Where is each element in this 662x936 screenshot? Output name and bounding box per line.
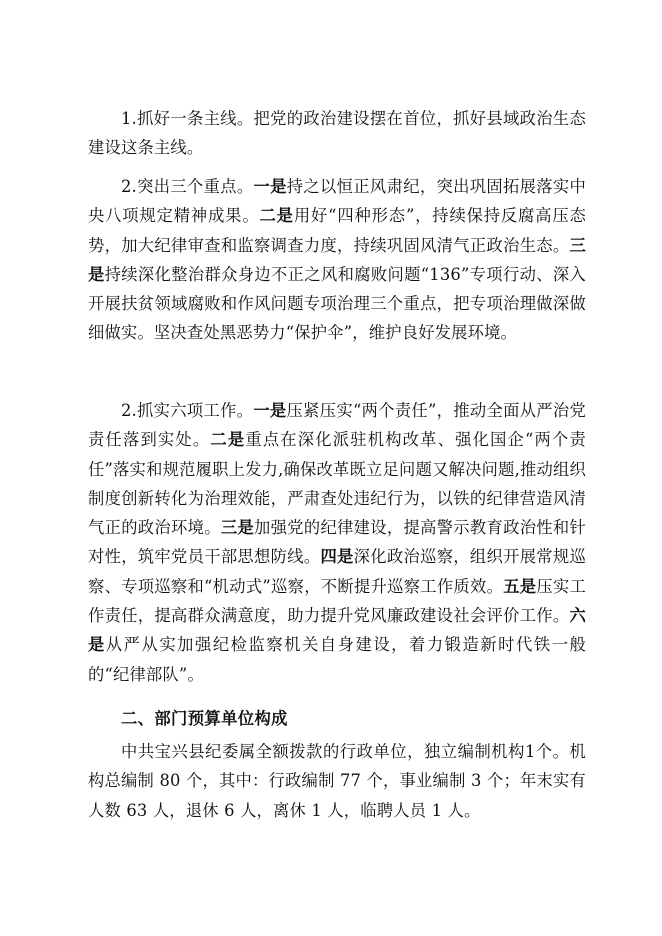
paragraph-three-priorities xyxy=(88,172,586,348)
section-heading: 二、部门预算单位构成 xyxy=(121,709,288,728)
paragraph-main-line-text: 1.抓好一条主线。把党的政治建设摆在首位，抓好县域政治生态建设这条主线。 xyxy=(88,109,586,158)
paragraph-budget-units xyxy=(88,737,586,825)
six-tasks-intro: 2.抓实六项工作。 xyxy=(121,401,254,420)
task-marker-sixth: 六是 xyxy=(88,606,586,655)
three-priorities-intro: 2.突出三个重点。 xyxy=(121,177,254,196)
marker-second: 二是 xyxy=(259,206,294,226)
marker-third: 三是 xyxy=(88,235,586,284)
task-marker-second: 二是 xyxy=(210,430,246,450)
task-five-text: 压实工作责任，提高群众满意度，助力提升党风廉政建设社会评价工作。 xyxy=(88,576,587,626)
task-marker-fifth: 五是 xyxy=(503,576,537,596)
task-marker-third: 三是 xyxy=(220,518,255,538)
priority-three-text: 持续深化整治群众身边不正之风和腐败问题“136”专项行动、深入开展扶贫领域腐败和作风问题专项治理三个重点，把专项治理做深做细做实。坚决查处黑恶势力“保护伞”，维护良好发展环境。 xyxy=(88,264,586,343)
priority-one-text: 持之以恒正风肃纪，突出巩固拓展落实中央八项规定精神成果。 xyxy=(88,177,586,226)
task-six-text: 从严从实加强纪检监察机关自身建设，着力锻造新时代铁一般的“纪律部队”。 xyxy=(88,635,587,684)
priority-two-text: 用好“四种形态”，持续保持反腐高压态势，加大纪律审查和监察调查力度，持续巩固风清气正政治生态。 xyxy=(88,206,586,255)
budget-units-text: 中共宝兴县纪委属全额拨款的行政单位，独立编制机构1个。机构总编制 80 个，其中：行政编制 77 个，事业编制 3 个；年末实有人数 63 人，退休 6 人，离休 1 人，临聘人员 1 人。 xyxy=(88,742,586,820)
task-four-text: 深化政治巡察，组织开展常规巡察、专项巡察和“机动式”巡察，不断提升巡察工作质效。 xyxy=(88,547,586,596)
paragraph-main-line xyxy=(88,104,586,163)
paragraph-six-tasks xyxy=(88,396,586,689)
task-marker-first: 一是 xyxy=(253,401,287,420)
task-three-text: 加强党的纪律建设，提高警示教育政治性和针对性，筑牢党员干部思想防线。 xyxy=(88,518,586,567)
task-two-text: 重点在深化派驻机构改革、强化国企“两个责任”落实和规范履职上发力,确保改革既立足问题又解决问题,推动组织制度创新转化为治理效能，严肃查处违纪行为，以铁的纪律营造风清气正的政治环境。 xyxy=(88,430,587,538)
task-marker-fourth: 四是 xyxy=(320,547,354,567)
marker-first: 一是 xyxy=(253,177,287,196)
task-one-text: 压紧压实“两个责任”，推动全面从严治党责任落到实处。 xyxy=(88,401,587,450)
